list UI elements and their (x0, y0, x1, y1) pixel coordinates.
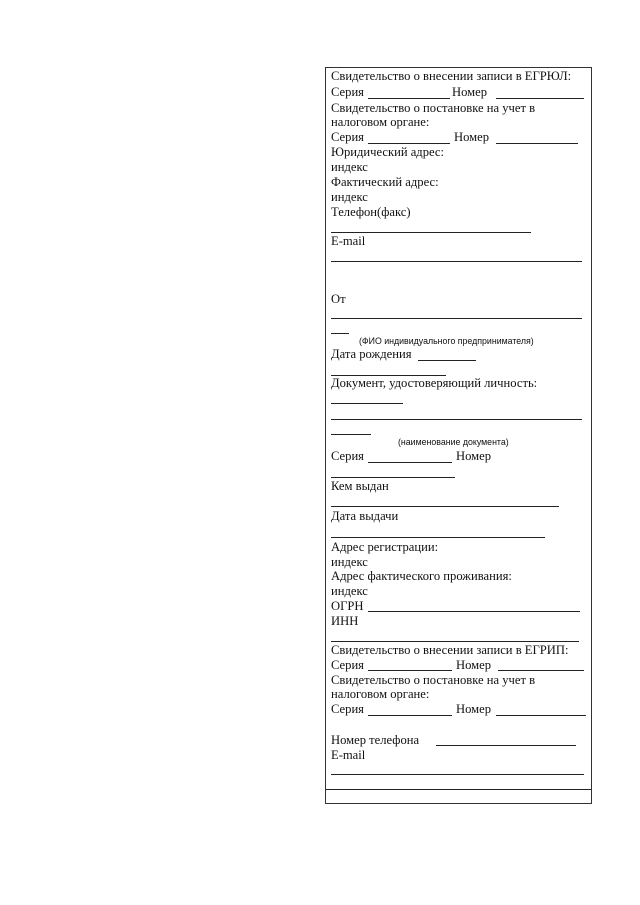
egrip-number-field[interactable] (498, 670, 584, 671)
email-ip-label: E-mail (331, 748, 366, 762)
actual-index-label: индекс (331, 190, 368, 204)
egrul-number-field[interactable] (496, 98, 584, 99)
tax-reg-org-title-line2: налоговом органе: (331, 115, 430, 129)
egrul-number-label: Номер (452, 85, 488, 99)
identity-doc-field-line3[interactable] (331, 434, 371, 435)
fio-field-line1[interactable] (331, 318, 582, 319)
ogrn-label: ОГРН (331, 599, 364, 613)
doc-series-label: Серия (331, 449, 364, 463)
inn-label: ИНН (331, 614, 359, 628)
legal-address-label: Юридический адрес: (331, 145, 444, 159)
reg-address-label: Адрес регистрации: (331, 540, 439, 554)
tax-reg-org-number-field[interactable] (496, 143, 578, 144)
legal-index-label: индекс (331, 160, 368, 174)
tax-reg-ip-title-line2: налоговом органе: (331, 687, 430, 701)
birth-date-label: Дата рождения (331, 347, 412, 361)
doc-name-hint: (наименование документа) (398, 437, 509, 447)
reg-index-label: индекс (331, 555, 368, 569)
fio-hint: (ФИО индивидуального предпринимателя) (359, 336, 534, 346)
tax-reg-org-number-label: Номер (454, 130, 490, 144)
tax-reg-org-series-label: Серия (331, 130, 364, 144)
tax-reg-ip-series-label: Серия (331, 702, 364, 716)
doc-number-field[interactable] (331, 477, 455, 478)
inn-field[interactable] (331, 641, 579, 642)
egrul-title: Свидетельство о внесении записи в ЕГРЮЛ: (331, 69, 572, 83)
residence-address-label: Адрес фактического проживания: (331, 569, 512, 583)
issue-date-field[interactable] (331, 537, 545, 538)
tax-reg-org-series-field[interactable] (368, 143, 450, 144)
fio-field-line2[interactable] (331, 333, 349, 334)
egrip-series-field[interactable] (368, 670, 452, 671)
actual-address-label: Фактический адрес: (331, 175, 439, 189)
issued-by-label: Кем выдан (331, 479, 389, 493)
egrul-series-field[interactable] (368, 98, 450, 99)
email-field[interactable] (331, 261, 582, 262)
identity-doc-field-line2[interactable] (331, 419, 582, 420)
from-label: От (331, 292, 346, 306)
phone-number-label: Номер телефона (331, 733, 420, 747)
email-label: E-mail (331, 234, 366, 248)
ogrn-field[interactable] (368, 611, 580, 612)
egrip-title: Свидетельство о внесении записи в ЕГРИП: (331, 643, 569, 657)
tax-reg-ip-number-label: Номер (456, 702, 492, 716)
issue-date-label: Дата выдачи (331, 509, 399, 523)
doc-number-label: Номер (456, 449, 492, 463)
residence-index-label: индекс (331, 584, 368, 598)
phone-fax-field[interactable] (331, 232, 531, 233)
issued-by-field[interactable] (331, 506, 559, 507)
application-form-block (325, 67, 592, 804)
birth-date-field[interactable] (418, 360, 476, 361)
egrip-series-label: Серия (331, 658, 364, 672)
tax-reg-org-title-line1: Свидетельство о постановке на учет в (331, 101, 536, 115)
identity-doc-field-line1[interactable] (331, 403, 403, 404)
phone-fax-label: Телефон(факс) (331, 205, 411, 219)
egrul-series-label: Серия (331, 85, 364, 99)
phone-number-field[interactable] (436, 745, 576, 746)
tax-reg-ip-series-field[interactable] (368, 715, 452, 716)
doc-series-field[interactable] (368, 462, 452, 463)
form-bottom-rule (326, 789, 591, 790)
email-ip-field[interactable] (331, 774, 584, 775)
tax-reg-ip-title-line1: Свидетельство о постановке на учет в (331, 673, 536, 687)
egrip-number-label: Номер (456, 658, 492, 672)
tax-reg-ip-number-field[interactable] (496, 715, 586, 716)
identity-doc-label: Документ, удостоверяющий личность: (331, 376, 538, 390)
